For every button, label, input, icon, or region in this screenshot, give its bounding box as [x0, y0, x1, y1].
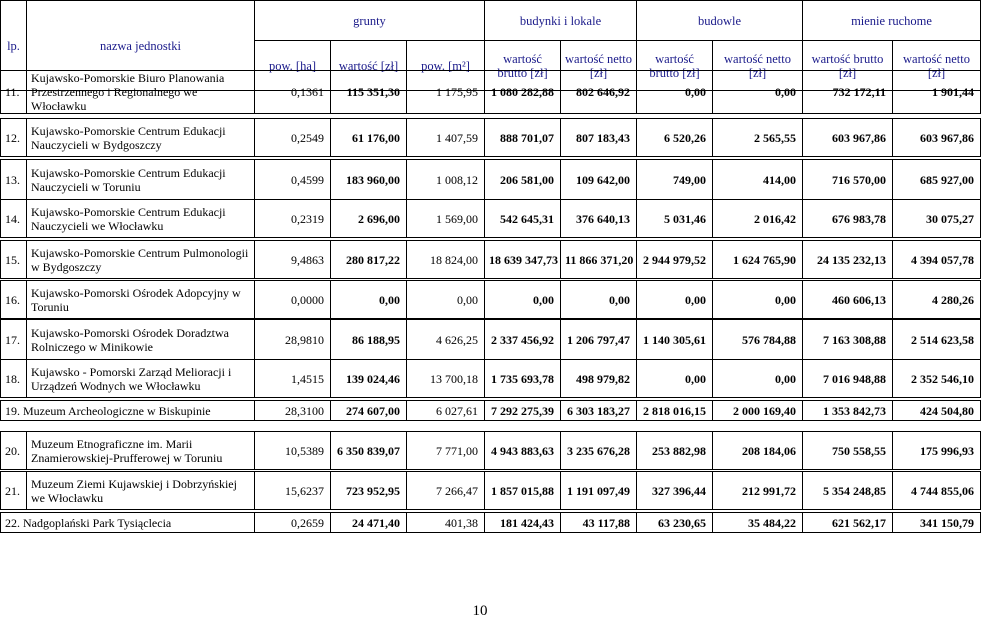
row-value: 1 569,00: [407, 200, 485, 238]
row-value: 6 350 839,07: [331, 432, 407, 470]
row-value: 63 230,65: [637, 513, 713, 533]
row-name: Muzeum Ziemi Kujawskiej i Dobrzyńskiej we Włocławku: [27, 472, 255, 510]
row-value: 0,4599: [255, 160, 331, 200]
subheader-cell: wartość brutto [zł]: [803, 41, 893, 91]
row-value: 115 351,30: [331, 71, 407, 114]
row-value: 4 744 855,06: [893, 472, 981, 510]
row-value: 0,00: [637, 71, 713, 114]
row-value: 7 163 308,88: [803, 320, 893, 360]
row-value: 6 027,61: [407, 401, 485, 421]
row-value: 0,2549: [255, 119, 331, 157]
subheader-cell: pow. [m²]: [407, 41, 485, 91]
row-value: 1 140 305,61: [637, 320, 713, 360]
row-value: 4 626,25: [407, 320, 485, 360]
row-name: Kujawsko-Pomorskie Biuro Planowania Przestrzennego i Regionalnego we Włocławku: [27, 71, 255, 114]
row-value: 414,00: [713, 160, 803, 200]
row-value: 1 008,12: [407, 160, 485, 200]
row-value: 2 000 169,40: [713, 401, 803, 421]
table-row: [0, 118, 981, 157]
row-value: 175 996,93: [893, 432, 981, 470]
row-value: 2 818 016,15: [637, 401, 713, 421]
row-value: 0,00: [713, 281, 803, 319]
row-value: 15,6237: [255, 472, 331, 510]
row-name: Kujawsko-Pomorski Ośrodek Doradztwa Rolniczego w Minikowie: [27, 320, 255, 360]
row-value: 888 701,07: [485, 119, 561, 157]
table-row: [0, 159, 981, 200]
row-lp: 21.: [1, 472, 27, 510]
row-value: 0,2659: [255, 513, 331, 533]
row-lp: 20.: [1, 432, 27, 470]
page-number: 10: [472, 603, 488, 619]
row-value: 732 172,11: [803, 71, 893, 114]
row-value: 2 696,00: [331, 200, 407, 238]
row-value: 424 504,80: [893, 401, 981, 421]
subheader-cell: wartość netto [zł]: [713, 41, 803, 91]
row-value: 2 944 979,52: [637, 241, 713, 279]
row-value: 10,5389: [255, 432, 331, 470]
row-value: 30 075,27: [893, 200, 981, 238]
row-value: 1 191 097,49: [561, 472, 637, 510]
row-value: 1 175,95: [407, 71, 485, 114]
row-value: 35 484,22: [713, 513, 803, 533]
row-value: 1 080 282,88: [485, 71, 561, 114]
header-budowle: budowle: [637, 1, 803, 41]
row-value: 2 016,42: [713, 200, 803, 238]
row-value: 11 866 371,20: [561, 241, 637, 279]
row-value: 28,9810: [255, 320, 331, 360]
header-mienie: mienie ruchome: [803, 1, 981, 41]
row-value: 460 606,13: [803, 281, 893, 319]
row-value: 1,4515: [255, 360, 331, 398]
row-lp: 16.: [1, 281, 27, 319]
row-value: 3 235 676,28: [561, 432, 637, 470]
row-lp: 11.: [1, 71, 27, 114]
header-nazwa: nazwa jednostki: [27, 1, 255, 91]
row-value: 1 206 797,47: [561, 320, 637, 360]
row-value: 0,00: [637, 281, 713, 319]
row-value: 603 967,86: [893, 119, 981, 157]
row-value: 86 188,95: [331, 320, 407, 360]
row-value: 253 882,98: [637, 432, 713, 470]
row-value: 0,2319: [255, 200, 331, 238]
row-lp: 12.: [1, 119, 27, 157]
row-value: 576 784,88: [713, 320, 803, 360]
row-value: 676 983,78: [803, 200, 893, 238]
row-value: 139 024,46: [331, 360, 407, 398]
table-row: [0, 431, 981, 470]
row-value: 13 700,18: [407, 360, 485, 398]
row-value: 24 471,40: [331, 513, 407, 533]
row-value: 274 607,00: [331, 401, 407, 421]
row-value: 4 943 883,63: [485, 432, 561, 470]
row-value: 327 396,44: [637, 472, 713, 510]
row-value: 1 901,44: [893, 71, 981, 114]
row-value: 376 640,13: [561, 200, 637, 238]
row-value: 24 135 232,13: [803, 241, 893, 279]
row-lp-name: 22. Nadgoplański Park Tysiąclecia: [1, 513, 255, 533]
subheader-cell: wartość netto [zł]: [893, 41, 981, 91]
row-value: 7 292 275,39: [485, 401, 561, 421]
row-value: 750 558,55: [803, 432, 893, 470]
row-lp: 18.: [1, 360, 27, 398]
row-value: 802 646,92: [561, 71, 637, 114]
row-value: 18 824,00: [407, 241, 485, 279]
row-value: 0,00: [407, 281, 485, 319]
table-row: [0, 471, 981, 510]
subheader-cell: pow. [ha]: [255, 41, 331, 91]
row-value: 28,3100: [255, 401, 331, 421]
row-value: 1 353 842,73: [803, 401, 893, 421]
row-lp-name: 19. Muzeum Archeologiczne w Biskupinie: [1, 401, 255, 421]
row-value: 807 183,43: [561, 119, 637, 157]
row-lp: 14.: [1, 200, 27, 238]
subheader-cell: wartość brutto [zł]: [637, 41, 713, 91]
row-value: 6 303 183,27: [561, 401, 637, 421]
row-value: 5 031,46: [637, 200, 713, 238]
row-value: 181 424,43: [485, 513, 561, 533]
table-row: [0, 199, 981, 238]
row-value: 0,1361: [255, 71, 331, 114]
row-value: 603 967,86: [803, 119, 893, 157]
row-value: 109 642,00: [561, 160, 637, 200]
table-row: [0, 280, 981, 319]
row-name: Kujawsko - Pomorski Zarząd Melioracji i Urządzeń Wodnych we Włocławku: [27, 360, 255, 398]
row-value: 1 624 765,90: [713, 241, 803, 279]
table-row: [0, 240, 981, 279]
row-value: 1 407,59: [407, 119, 485, 157]
row-value: 43 117,88: [561, 513, 637, 533]
row-name: Kujawsko-Pomorskie Centrum Pulmonologii w Bydgoszczy: [27, 241, 255, 279]
subheader-cell: wartość netto [zł]: [561, 41, 637, 91]
row-value: 208 184,06: [713, 432, 803, 470]
row-value: 4 394 057,78: [893, 241, 981, 279]
row-value: 0,00: [561, 281, 637, 319]
row-value: 7 016 948,88: [803, 360, 893, 398]
subheader-cell: wartość [zł]: [331, 41, 407, 91]
row-value: 2 514 623,58: [893, 320, 981, 360]
row-name: Kujawsko-Pomorski Ośrodek Adopcyjny w Toruniu: [27, 281, 255, 319]
row-name: Kujawsko-Pomorskie Centrum Edukacji Nauczycieli we Włocławku: [27, 200, 255, 238]
row-value: 0,00: [637, 360, 713, 398]
row-value: 498 979,82: [561, 360, 637, 398]
row-value: 7 266,47: [407, 472, 485, 510]
header-grunty: grunty: [255, 1, 485, 41]
row-value: 685 927,00: [893, 160, 981, 200]
row-value: 5 354 248,85: [803, 472, 893, 510]
row-lp: 15.: [1, 241, 27, 279]
row-name: Kujawsko-Pomorskie Centrum Edukacji Nauczycieli w Bydgoszczy: [27, 119, 255, 157]
header-lp: lp.: [1, 1, 27, 91]
row-lp: 17.: [1, 320, 27, 360]
row-value: 7 771,00: [407, 432, 485, 470]
row-value: 206 581,00: [485, 160, 561, 200]
row-value: 0,00: [713, 71, 803, 114]
table-row: [0, 400, 981, 421]
row-value: 61 176,00: [331, 119, 407, 157]
row-value: 9,4863: [255, 241, 331, 279]
row-value: 183 960,00: [331, 160, 407, 200]
header-budynki: budynki i lokale: [485, 1, 637, 41]
subheader-cell: wartość brutto [zł]: [485, 41, 561, 91]
row-value: 0,00: [331, 281, 407, 319]
row-value: 1 735 693,78: [485, 360, 561, 398]
row-value: 0,00: [485, 281, 561, 319]
row-value: 212 991,72: [713, 472, 803, 510]
row-value: 401,38: [407, 513, 485, 533]
row-value: 6 520,26: [637, 119, 713, 157]
row-value: 716 570,00: [803, 160, 893, 200]
row-value: 723 952,95: [331, 472, 407, 510]
row-value: 2 565,55: [713, 119, 803, 157]
row-value: 2 337 456,92: [485, 320, 561, 360]
row-value: 749,00: [637, 160, 713, 200]
table-row: [0, 359, 981, 398]
row-value: 542 645,31: [485, 200, 561, 238]
row-name: Kujawsko-Pomorskie Centrum Edukacji Nauczycieli w Toruniu: [27, 160, 255, 200]
row-value: 0,00: [713, 360, 803, 398]
row-value: 4 280,26: [893, 281, 981, 319]
row-value: 18 639 347,73: [485, 241, 561, 279]
row-value: 1 857 015,88: [485, 472, 561, 510]
table-row: [0, 70, 981, 114]
row-lp: 13.: [1, 160, 27, 200]
table-row: [0, 512, 981, 533]
row-value: 621 562,17: [803, 513, 893, 533]
table-row: [0, 319, 981, 360]
row-value: 2 352 546,10: [893, 360, 981, 398]
row-value: 341 150,79: [893, 513, 981, 533]
row-name: Muzeum Etnograficzne im. Marii Znamierowskiej-Prufferowej w Toruniu: [27, 432, 255, 470]
row-value: 0,0000: [255, 281, 331, 319]
row-value: 280 817,22: [331, 241, 407, 279]
